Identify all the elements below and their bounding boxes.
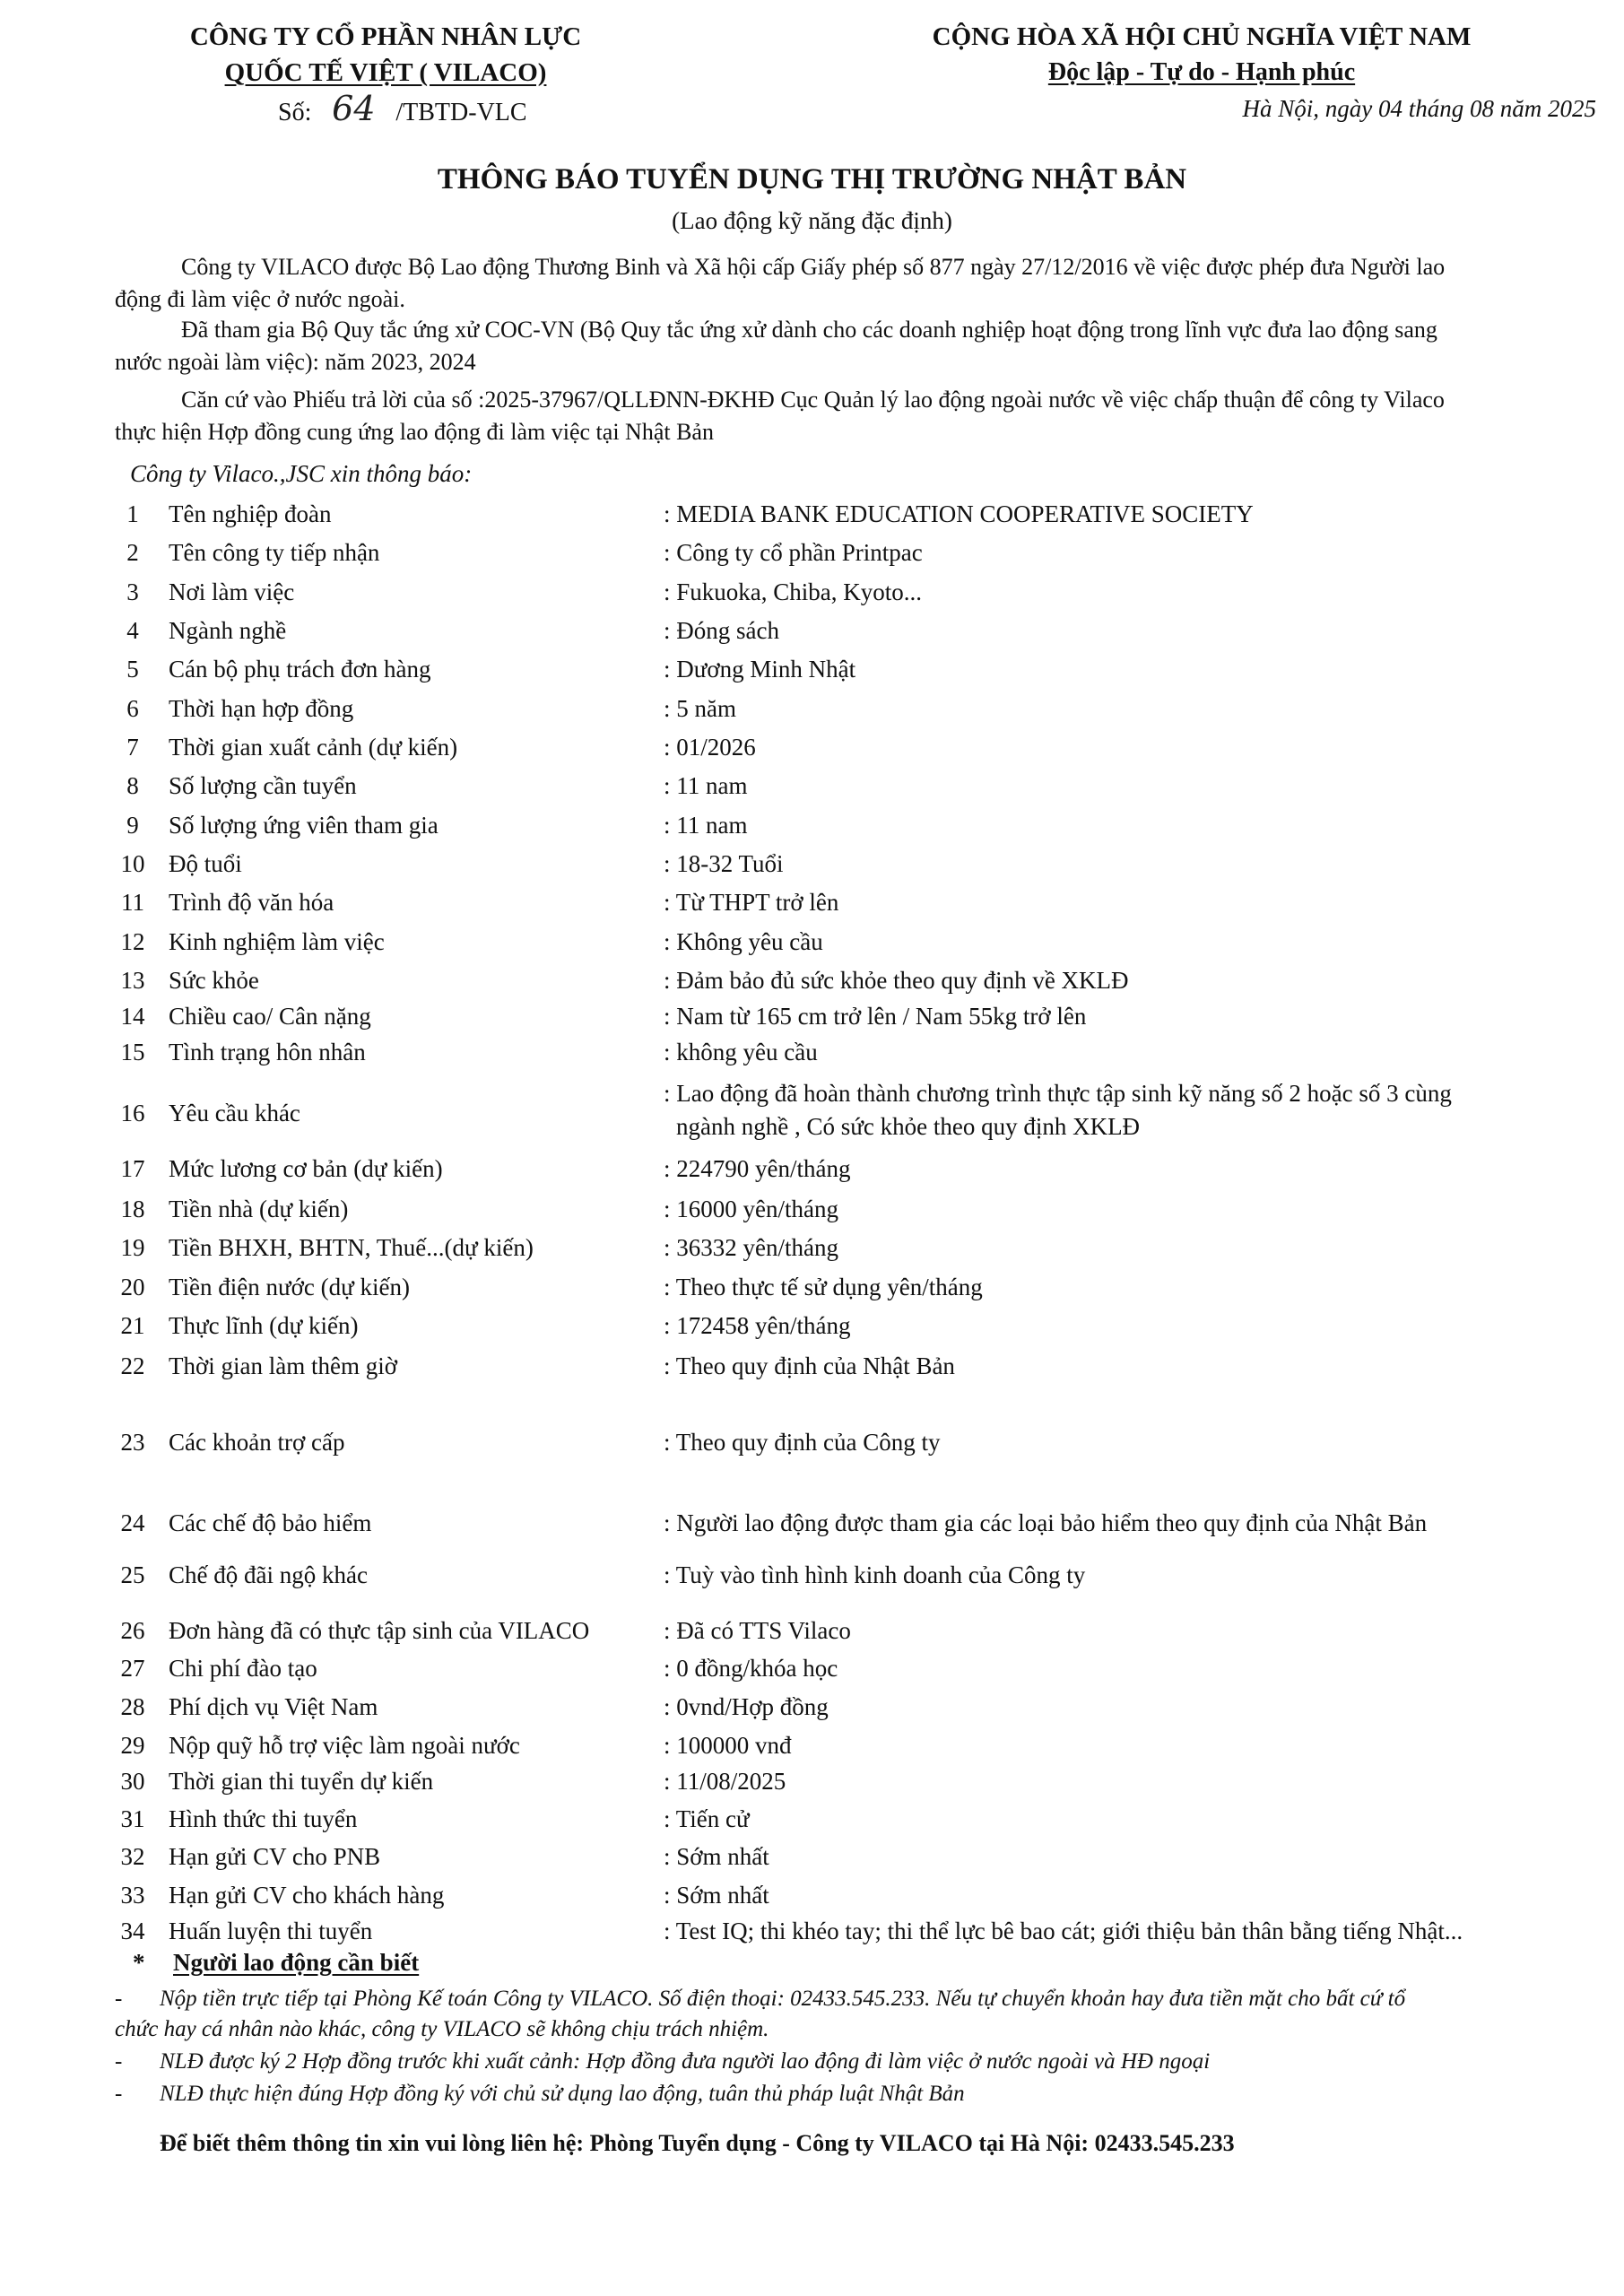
row-value: : Tuỳ vào tình hình kinh doanh của Công ty — [664, 1561, 1086, 1588]
job-detail-row — [0, 1691, 1624, 1726]
row-label: Hạn gửi CV cho khách hàng — [169, 1882, 445, 1909]
note-1-line2: chức hay cá nhân nào khác, công ty VILACO sẽ không chịu trách nhiệm. — [115, 2017, 769, 2041]
row-label: Cán bộ phụ trách đơn hàng — [169, 656, 431, 683]
intro-p2-line1: Đã tham gia Bộ Quy tắc ứng xử COC-VN (Bộ Quy tắc ứng xử dành cho các doanh nghiệp hoạt động trong lĩnh vực đưa lao động sang — [181, 317, 1437, 343]
doc-no-suffix: /TBTD-VLC — [395, 99, 527, 126]
row-number: 10 — [120, 850, 145, 877]
row-label: Kinh nghiệm làm việc — [169, 928, 385, 955]
row-label: Thực lĩnh (dự kiến) — [169, 1312, 359, 1339]
row-label: Thời gian xuất cảnh (dự kiến) — [169, 734, 458, 761]
row-label: Thời gian thi tuyển dự kiến — [169, 1768, 434, 1795]
job-detail-row — [0, 731, 1624, 767]
row-label: Yêu cầu khác — [169, 1100, 300, 1126]
job-detail-row — [0, 1309, 1624, 1345]
row-value: : 01/2026 — [664, 734, 756, 761]
row-value: : 11 nam — [664, 772, 748, 799]
row-label: Phí dịch vụ Việt Nam — [169, 1693, 378, 1720]
row-number: 4 — [126, 617, 139, 644]
job-detail-row — [0, 1036, 1624, 1072]
job-detail-row — [0, 926, 1624, 961]
row-label: Số lượng cần tuyển — [169, 772, 357, 799]
note-2-text: NLĐ được ký 2 Hợp đồng trước khi xuất cảnh: Hợp đồng đưa người lao động đi làm việc ở nước ngoài và HĐ ngoại — [160, 2049, 1211, 2074]
row-number: 6 — [126, 695, 139, 722]
row-value: : 11 nam — [664, 812, 748, 839]
intro-p3-line2: thực hiện Hợp đồng cung ứng lao động đi làm việc tại Nhật Bản — [115, 419, 714, 445]
job-detail-row — [0, 653, 1624, 689]
job-detail-row — [0, 1080, 1624, 1140]
row-value: : Công ty cổ phần Printpac — [664, 539, 923, 566]
row-value: : Từ THPT trở lên — [664, 889, 839, 916]
row-value: : Theo thực tế sử dụng yên/tháng — [664, 1274, 983, 1300]
row-value: : 0 đồng/khóa học — [664, 1655, 838, 1682]
job-detail-row — [0, 1507, 1624, 1543]
row-number: 11 — [121, 889, 144, 916]
doc-no-prefix: Số: — [278, 99, 312, 126]
job-detail-row — [0, 1915, 1624, 1951]
row-number: 3 — [126, 578, 139, 605]
row-number: 33 — [120, 1882, 145, 1909]
row-label: Thời gian làm thêm giờ — [169, 1352, 398, 1379]
row-value: : Dương Minh Nhật — [664, 656, 856, 683]
row-value: : MEDIA BANK EDUCATION COOPERATIVE SOCIETY — [664, 500, 1254, 527]
row-number: 15 — [120, 1039, 145, 1065]
job-detail-row — [0, 1426, 1624, 1462]
row-label: Nơi làm việc — [169, 578, 295, 605]
document-date: Hà Nội, ngày 04 tháng 08 năm 2025 — [1242, 95, 1596, 122]
document-number — [278, 91, 527, 130]
job-detail-row — [0, 1729, 1624, 1765]
row-value: : Test IQ; thi khéo tay; thi thể lực bê bao cát; giới thiệu bản thân bằng tiếng Nhật... — [664, 1918, 1463, 1944]
row-number: 8 — [126, 772, 139, 799]
note-3-dash: - — [115, 2082, 123, 2106]
job-detail-row — [0, 770, 1624, 805]
row-number: 29 — [120, 1732, 145, 1759]
intro-paragraph-2 — [115, 314, 1585, 378]
job-detail-row — [0, 964, 1624, 1000]
job-detail-row — [0, 1765, 1624, 1801]
doc-no-handwritten: 64 — [332, 89, 376, 128]
row-number: 18 — [120, 1196, 145, 1222]
row-label: Các chế độ bảo hiểm — [169, 1509, 372, 1536]
intro-p1-line1: Công ty VILACO được Bộ Lao động Thương Binh và Xã hội cấp Giấy phép số 877 ngày 27/12/2016 về việc được phép đưa Người lao — [181, 254, 1446, 280]
row-number: 34 — [120, 1918, 145, 1944]
row-value: : Không yêu cầu — [664, 928, 823, 955]
row-label: Trình độ văn hóa — [169, 889, 334, 916]
row-label: Hạn gửi CV cho PNB — [169, 1843, 381, 1870]
row-value: : Đã có TTS Vilaco — [664, 1617, 851, 1644]
row-number: 12 — [120, 928, 145, 955]
row-number: 27 — [120, 1655, 145, 1682]
nation-title: CỘNG HÒA XÃ HỘI CHỦ NGHĨA VIỆT NAM — [932, 22, 1472, 51]
note-2-dash: - — [115, 2049, 123, 2074]
row-label: Huấn luyện thi tuyển — [169, 1918, 373, 1944]
row-value: : Theo quy định của Nhật Bản — [664, 1352, 955, 1379]
row-number: 19 — [120, 1234, 145, 1261]
row-value: : Người lao động được tham gia các loại bảo hiểm theo quy định của Nhật Bản — [664, 1509, 1428, 1536]
job-detail-row — [0, 1559, 1624, 1595]
row-label: Tiền nhà (dự kiến) — [169, 1196, 349, 1222]
note-1-dash: - — [115, 1987, 123, 2011]
row-label: Mức lương cơ bản (dự kiến) — [169, 1155, 443, 1182]
row-number: 2 — [126, 539, 139, 566]
row-value: : Fukuoka, Chiba, Kyoto... — [664, 578, 922, 605]
row-label: Tiền điện nước (dự kiến) — [169, 1274, 411, 1300]
document-subtitle: (Lao động kỹ năng đặc định) — [672, 207, 952, 234]
row-number: 23 — [120, 1429, 145, 1456]
row-value-line1: : Lao động đã hoàn thành chương trình thực tập sinh kỹ năng số 2 hoặc số 3 cùng — [664, 1080, 1452, 1107]
row-label: Tiền BHXH, BHTN, Thuế...(dự kiến) — [169, 1234, 534, 1261]
row-label: Thời hạn hợp đồng — [169, 695, 354, 722]
row-value-line2: ngành nghề , Có sức khỏe theo quy định XKLĐ — [676, 1113, 1141, 1140]
row-number: 14 — [120, 1003, 145, 1030]
row-number: 1 — [126, 500, 139, 527]
job-detail-row — [0, 1350, 1624, 1386]
job-detail-row — [0, 1652, 1624, 1688]
row-label: Chiều cao/ Cân nặng — [169, 1003, 371, 1030]
row-number: 31 — [120, 1805, 145, 1832]
row-number: 20 — [120, 1274, 145, 1300]
note-1 — [115, 1984, 1594, 2045]
note-3 — [115, 2079, 1594, 2109]
job-detail-row — [0, 809, 1624, 845]
row-number: 21 — [120, 1312, 145, 1339]
row-value: : 100000 vnđ — [664, 1732, 792, 1759]
row-number: 17 — [120, 1155, 145, 1182]
intro-p2-line2: nước ngoài làm việc): năm 2023, 2024 — [115, 349, 476, 375]
announce-line: Công ty Vilaco.,JSC xin thông báo: — [130, 460, 473, 487]
note-1-line1: Nộp tiền trực tiếp tại Phòng Kế toán Công ty VILACO. Số điện thoại: 02433.545.233. Nếu tự chuyển khoản hay đưa tiền mặt cho bất cứ tổ — [160, 1987, 1406, 2011]
row-label: Ngành nghề — [169, 617, 287, 644]
row-label: Tình trạng hôn nhân — [169, 1039, 366, 1065]
job-detail-row — [0, 1879, 1624, 1915]
intro-p1-line2: động đi làm việc ở nước ngoài. — [115, 286, 405, 312]
note-2 — [115, 2047, 1594, 2077]
job-detail-row — [0, 1271, 1624, 1307]
row-number: 26 — [120, 1617, 145, 1644]
row-value: : Nam từ 165 cm trở lên / Nam 55kg trở lên — [664, 1003, 1087, 1030]
company-name-line2: QUỐC TẾ VIỆT ( VILACO) — [224, 58, 547, 87]
row-label: Các khoản trợ cấp — [169, 1429, 345, 1456]
job-detail-row — [0, 1840, 1624, 1876]
job-detail-row — [0, 886, 1624, 922]
row-value: : Sớm nhất — [664, 1882, 769, 1909]
row-number: 16 — [120, 1100, 145, 1126]
job-detail-row — [0, 848, 1624, 883]
row-label: Tên công ty tiếp nhận — [169, 539, 380, 566]
row-number: 25 — [120, 1561, 145, 1588]
row-label: Sức khỏe — [169, 967, 259, 994]
job-detail-row — [0, 1803, 1624, 1839]
row-value: : 18-32 Tuổi — [664, 850, 784, 877]
contact-line: Để biết thêm thông tin xin vui lòng liên hệ: Phòng Tuyển dụng - Công ty VILACO tại Hà Nội: 02433.545.233 — [160, 2130, 1235, 2156]
row-label: Độ tuổi — [169, 850, 242, 877]
document-title: THÔNG BÁO TUYỂN DỤNG THỊ TRƯỜNG NHẬT BẢN — [437, 163, 1187, 196]
row-number: 7 — [126, 734, 139, 761]
row-value: : 172458 yên/tháng — [664, 1312, 851, 1339]
job-detail-row — [0, 498, 1624, 534]
row-label: Hình thức thi tuyển — [169, 1805, 358, 1832]
row-label: Chế độ đãi ngộ khác — [169, 1561, 368, 1588]
row-label: Đơn hàng đã có thực tập sinh của VILACO — [169, 1617, 590, 1644]
job-detail-row — [0, 1193, 1624, 1229]
row-value: : Theo quy định của Công ty — [664, 1429, 941, 1456]
row-label: Tên nghiệp đoàn — [169, 500, 332, 527]
job-detail-row — [0, 1231, 1624, 1267]
job-detail-row — [0, 692, 1624, 728]
intro-paragraph-1 — [115, 251, 1585, 316]
row-label: Chi phí đào tạo — [169, 1655, 317, 1682]
job-detail-row — [0, 576, 1624, 612]
job-detail-row — [0, 536, 1624, 572]
row-value — [664, 1077, 1587, 1144]
motto: Độc lập - Tự do - Hạnh phúc — [1047, 58, 1356, 86]
row-value: : 224790 yên/tháng — [664, 1155, 851, 1182]
row-value: : Đóng sách — [664, 617, 779, 644]
intro-p3-line1: Căn cứ vào Phiếu trả lời của số :2025-37967/QLLĐNN-ĐKHĐ Cục Quản lý lao động ngoài nước về việc chấp thuận để công ty Vilaco — [181, 387, 1445, 413]
row-number: 24 — [120, 1509, 145, 1536]
row-number: 30 — [120, 1768, 145, 1795]
row-value: : không yêu cầu — [664, 1039, 818, 1065]
job-detail-row — [0, 1000, 1624, 1036]
row-value: : Tiến cử — [664, 1805, 750, 1832]
row-number: 28 — [120, 1693, 145, 1720]
company-name-line1: CÔNG TY CỔ PHẦN NHÂN LỰC — [189, 22, 582, 51]
row-number: 9 — [126, 812, 139, 839]
row-value: : Đảm bảo đủ sức khỏe theo quy định về XKLĐ — [664, 967, 1129, 994]
row-label: Số lượng ứng viên tham gia — [169, 812, 439, 839]
row-value: : 11/08/2025 — [664, 1768, 786, 1795]
job-detail-row — [0, 1614, 1624, 1650]
row-value: : 0vnd/Hợp đồng — [664, 1693, 829, 1720]
row-number: 5 — [126, 656, 139, 683]
row-number: 22 — [120, 1352, 145, 1379]
intro-paragraph-3 — [115, 384, 1585, 448]
row-value: : 5 năm — [664, 695, 736, 722]
row-value: : 16000 yên/tháng — [664, 1196, 838, 1222]
row-number: 13 — [120, 967, 145, 994]
notes-heading — [133, 1946, 419, 1979]
note-3-text: NLĐ thực hiện đúng Hợp đồng ký với chủ sử dụng lao động, tuân thủ pháp luật Nhật Bản — [160, 2082, 965, 2106]
notes-heading-text: Người lao động cần biết — [173, 1949, 420, 1976]
row-label: Nộp quỹ hỗ trợ việc làm ngoài nước — [169, 1732, 520, 1759]
notes-star: * — [133, 1949, 145, 1976]
row-number: 32 — [120, 1843, 145, 1870]
job-detail-row — [0, 614, 1624, 650]
row-value: : Sớm nhất — [664, 1843, 769, 1870]
job-detail-row — [0, 1152, 1624, 1188]
row-value: : 36332 yên/tháng — [664, 1234, 838, 1261]
